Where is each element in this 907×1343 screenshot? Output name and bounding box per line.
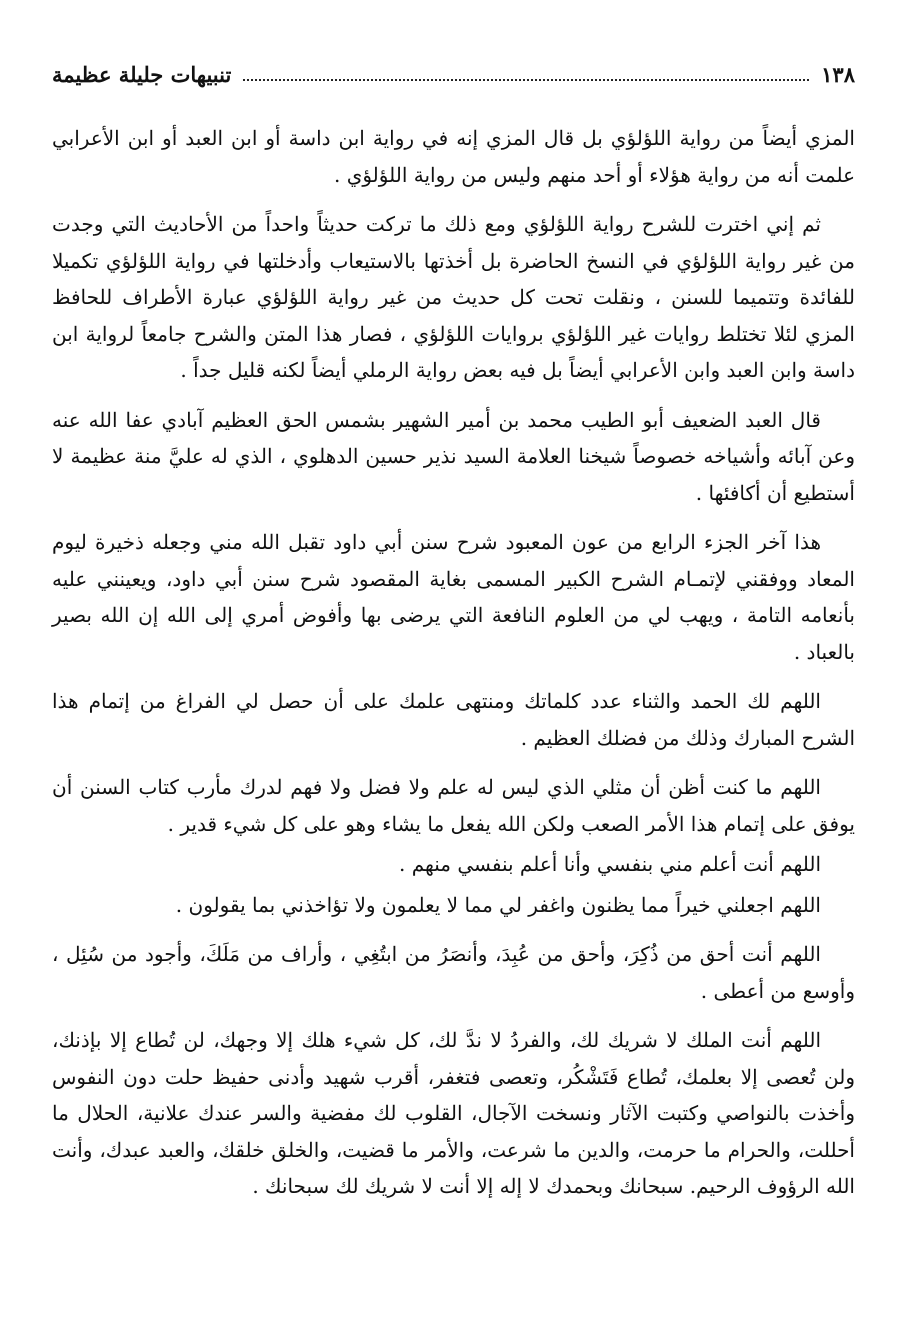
paragraph-dua-ahaqq: اللهم أنت أحق من ذُكِرَ، وأحق من عُبِدَ، وأنصَرُ من ابتُغِي ، وأراف من مَلَكَ، وأجود من سُئِل ، وأوسع من أعطى . <box>52 942 855 1003</box>
paragraph-riwaya: ثم إني اخترت للشرح رواية اللؤلؤي ومع ذلك ما تركت حديثاً واحداً من الأحاديث التي وجدت من غير رواية اللؤلؤي في النسخ الحاضرة بل أخذتها بالاستيعاب وأدخلتها في رواية اللؤلؤي تكميلا للفائدة وتتميما للسنن ، ونقلت تحت كل حديث من غير رواية اللؤلؤي عبارة الأطراف للحافظ المزي لئلا تختلط روايات غير اللؤلؤي بروايات اللؤلؤي ، فصار هذا المتن والشرح جامعاً لرواية ابن داسة وابن العبد وابن الأعرابي أيضاً بل فيه بعض رواية الرملي أيضاً لكنه قليل جداً . <box>52 212 855 382</box>
paragraph-dua-khayr: اللهم اجعلني خيراً مما يظنون واغفر لي مما لا يعلمون ولا تؤاخذني بما يقولون . <box>175 892 821 917</box>
paragraph-dua-ilm: اللهم أنت أعلم مني بنفسي وأنا أعلم بنفسي منهم . <box>398 852 821 876</box>
paragraph-dua-tawfiq: اللهم ما كنت أظن أن مثلي الذي ليس له علم ولا فضل ولا فهم لدرك مأرب كتاب السنن أن يوفق على إتمام هذا الأمر الصعب ولكن الله يفعل ما يشاء وهو على كل شيء قدير . <box>52 775 855 836</box>
paragraph-dua-hamd: اللهم لك الحمد والثناء عدد كلماتك ومنتهى علمك على أن حصل لي الفراغ من إتمام هذا الشرح المبارك وذلك من فضلك العظيم . <box>52 689 855 750</box>
page-body <box>52 120 855 1218</box>
running-header <box>52 56 855 92</box>
header-leader-dots <box>243 79 809 81</box>
running-title: تنبيهات جليلة عظيمة <box>52 61 232 87</box>
paragraph-author: قال العبد الضعيف أبو الطيب محمد بن أمير الشهير بشمس الحق العظيم آبادي عفا الله عنه وعن آبائه وأشياخه خصوصاً شيخنا العلامة السيد نذير حسين الدهلوي ، الذي له عليَّ منة عظيمة لا أستطيع أن أكافئها . <box>52 407 855 505</box>
paragraph-dua-malik: اللهم أنت الملك لا شريك لك، والفردُ لا ندَّ لك، كل شيء هلك إلا وجهك، لن تُطاع إلا بإذنك، ولن تُعصى إلا بعلمك، تُطاع فَتَشْكُر، وتعصى فتغفر، أقرب شهيد وأدنى حفيظ حلت دون النفوس وأخذت بالنواصي وكتبت الآثار ونسخت الآجال، القلوب لك مفضية والسر عندك علانية، الحلال ما أحللت، والحرام ما حرمت، والدين ما شرعت، والأمر ما قضيت، والخلق خلقك، والعبد عبدك، وأنت الله الرؤوف الرحيم. سبحانك وبحمدك لا إله إلا أنت لا شريك لك سبحانك . <box>52 1028 855 1198</box>
paragraph-colophon: هذا آخر الجزء الرابع من عون المعبود شرح سنن أبي داود تقبل الله مني وجعله ذخيرة ليوم المعاد ووفقني لإتمـام الشرح الكبير المسمى بغاية المقصود شرح سنن أبي داود، ويعينني عليه بأنعامه التامة ، ويهب لي من العلوم النافعة التي يرضى بها وأفوض أمري إلى الله إن الله بصير بالعباد . <box>52 530 855 664</box>
paragraph-continuation: المزي أيضاً من رواية اللؤلؤي بل قال المزي إنه في رواية ابن داسة أو ابن العبد أو ابن الأعرابي علمت أنه من رواية هؤلاء أو أحد منهم وليس من رواية اللؤلؤي . <box>52 126 855 187</box>
page-number: ١٣٨ <box>821 61 855 87</box>
